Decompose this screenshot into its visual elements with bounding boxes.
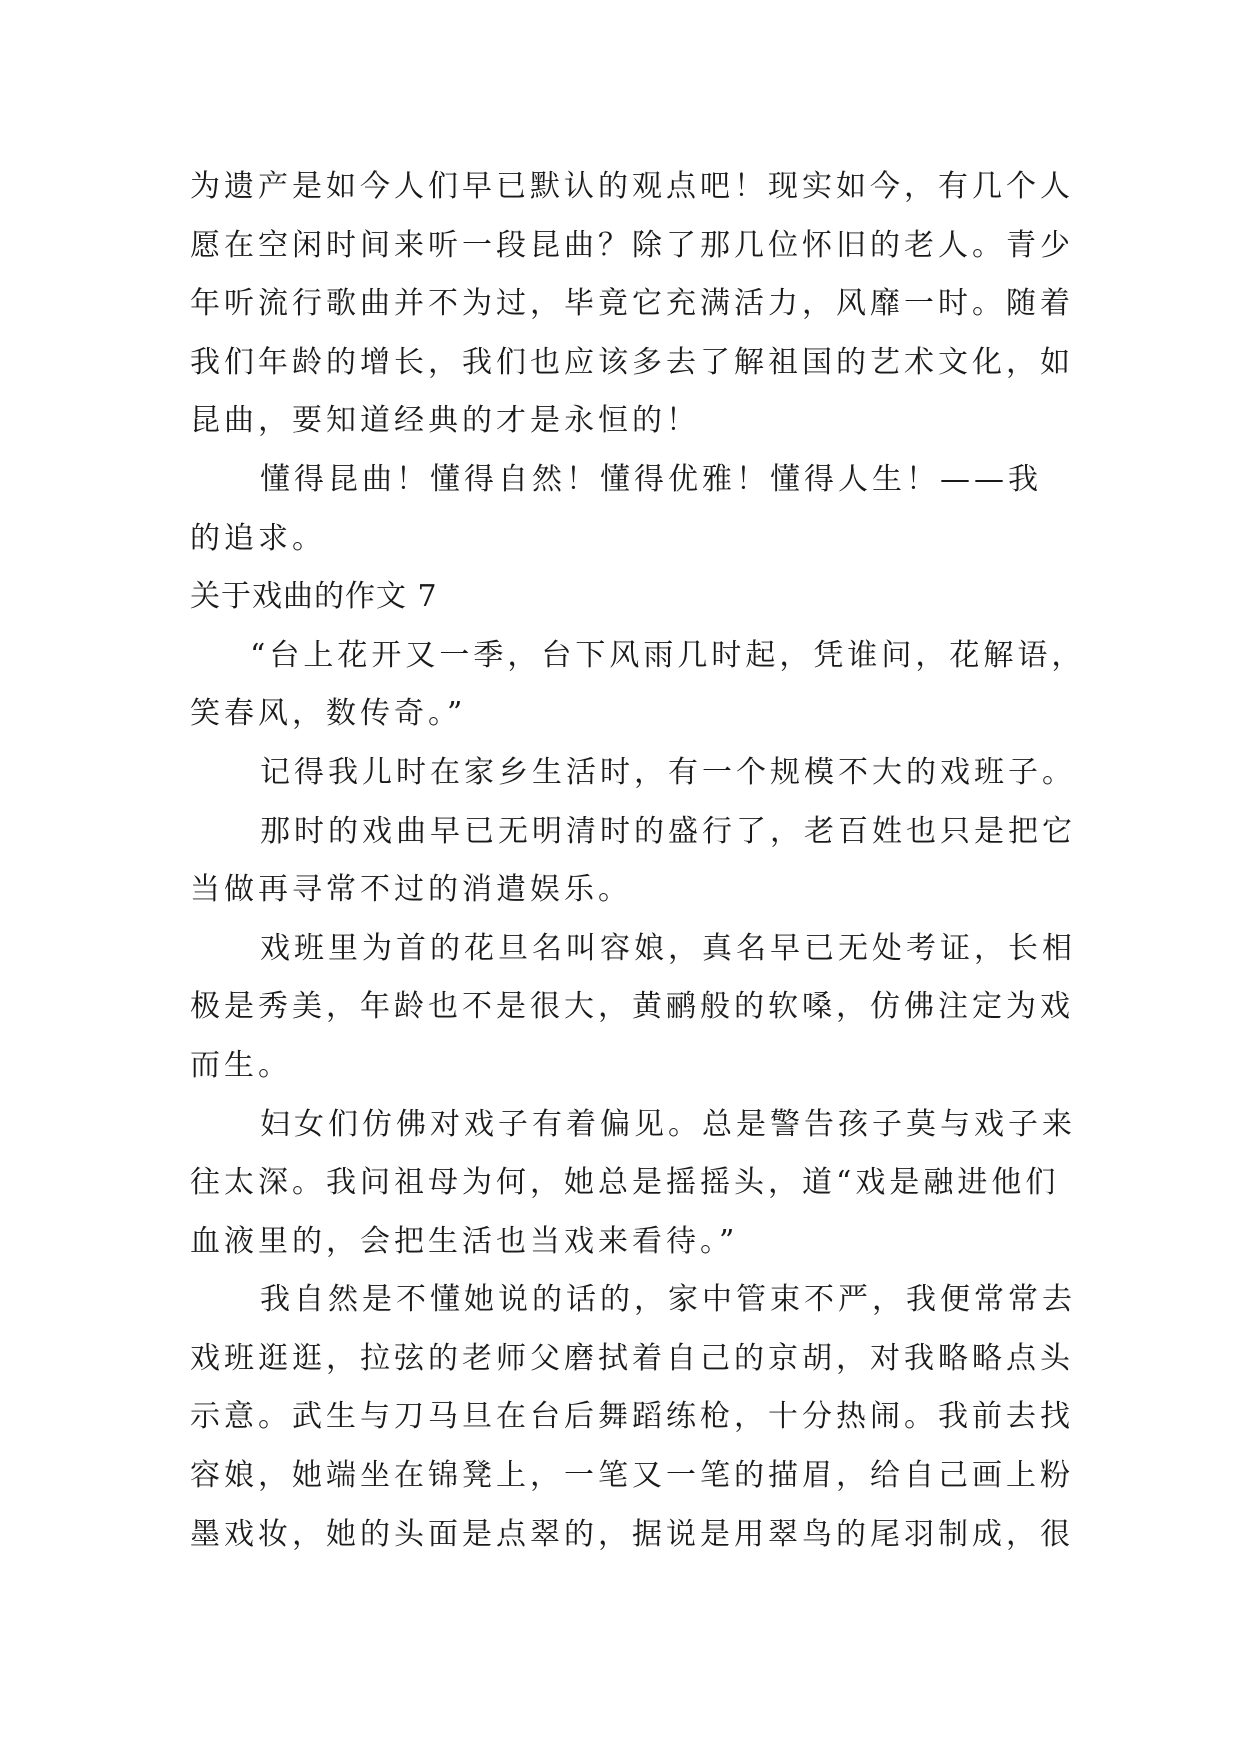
paragraph-start: 妇女们仿佛对戏子有着偏见。总是警告孩子莫与戏子来	[260, 1106, 1076, 1142]
text-line: 当做再寻常不过的消遣娱乐。	[190, 872, 632, 908]
paragraph-start: 懂得昆曲！懂得自然！懂得优雅！懂得人生！——我	[260, 461, 1042, 497]
paragraph-start: 记得我儿时在家乡生活时，有一个规模不大的戏班子。	[260, 754, 1076, 790]
text-line: 示意。武生与刀马旦在台后舞蹈练枪，十分热闹。我前去找	[190, 1399, 1074, 1435]
text-line: 年听流行歌曲并不为过，毕竟它充满活力，风靡一时。随着	[190, 286, 1074, 322]
section-heading: 关于戏曲的作文 7	[190, 579, 438, 615]
text-line: 的追求。	[190, 520, 326, 556]
text-line: 笑春风，数传奇。”	[190, 696, 467, 732]
text-line: 容娘，她端坐在锦凳上，一笔又一笔的描眉，给自己画上粉	[190, 1458, 1074, 1494]
text-line: 血液里的，会把生活也当戏来看待。”	[190, 1223, 739, 1259]
document-page	[190, 158, 1086, 1564]
text-line: 极是秀美，年龄也不是很大，黄鹂般的软嗓，仿佛注定为戏	[190, 989, 1074, 1025]
paragraph-start: 我自然是不懂她说的话的，家中管束不严，我便常常去	[260, 1282, 1076, 1318]
text-line: 愿在空闲时间来听一段昆曲？除了那几位怀旧的老人。青少	[190, 227, 1074, 263]
text-line: 昆曲，要知道经典的才是永恒的！	[190, 403, 700, 439]
text-line: 为遗产是如今人们早已默认的观点吧！现实如今，有几个人	[190, 169, 1074, 204]
text-line: 墨戏妆，她的头面是点翠的，据说是用翠鸟的尾羽制成，很	[190, 1516, 1074, 1552]
text-line: 而生。	[190, 1047, 292, 1083]
text-line: 我们年龄的增长，我们也应该多去了解祖国的艺术文化，如	[190, 344, 1074, 380]
paragraph-start: “台上花开又一季，台下风雨几时起，凭谁问，花解语，	[250, 637, 1086, 673]
paragraph-start: 那时的戏曲早已无明清时的盛行了，老百姓也只是把它	[260, 813, 1076, 849]
paragraph-start: 戏班里为首的花旦名叫容娘，真名早已无处考证，长相	[260, 930, 1076, 966]
text-line: 往太深。我问祖母为何，她总是摇摇头，道“戏是融进他们	[190, 1165, 1060, 1201]
text-line: 戏班逛逛，拉弦的老师父磨拭着自己的京胡，对我略略点头	[190, 1340, 1074, 1376]
